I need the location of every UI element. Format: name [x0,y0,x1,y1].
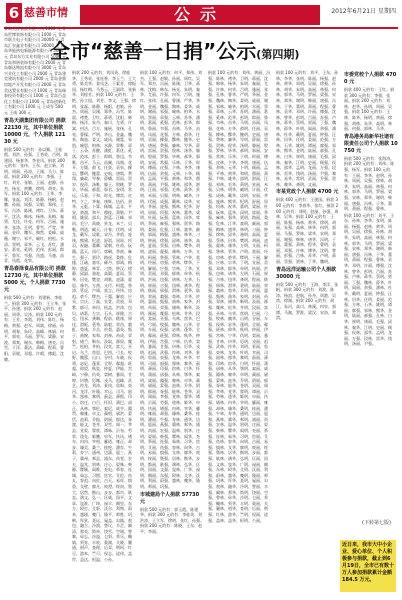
column-5-items-2: 捐款 500 元的有：王海、李洋、张帆。捐款 300 元的有：刘波、陈涛、杨浪、赵航、孙舟、周港、吴湾、徐湖。捐款 200 元的有：胡江、朱河、高川、林溪、何泉、郭潭、马湘、罗淮、梁汉、宋洛、郑渭。 [276,281,339,321]
column-5-heading: 市某党政个人捐款 4700 元 [276,189,339,196]
column-2 [72,70,136,590]
column-3-text: 捐款 100 元的有：何平、郑伟、刘杰、王强、赵敏、孙丽、周红、吴军、郑杰、冯丽、陈刚、卫华、蒋林、沈梅、韩东、杨光、朱明、秦华、尤丽、许强、何军、吕明、施红、张伟、孔丽、曹刚、严华、华明、金丽、魏强、陶林、姜华、戚明、谢丽、邹强、喻林、柏华、水明、窦丽、章强、云林、苏华、潘明、葛丽、奚强、范林、彭华、郎明、鲁丽、韦强、昌林、马华、苗明、凤丽、花强、方林、俞华、任明、袁丽、柳强、酆林、鲍华、史明、唐丽、费强、廉林、岑华、薛明、雷丽、贺强、倪林、汤华、滕明、殷丽、罗强、毕林、郝华、邬明、安丽、常强、乐林、于华、时明、傅丽、皮强、卞林、齐华、康明、伍丽、余强、元林、卜华、顾明、孟丽、平强、黄林、和华、穆明、萧丽、尹强、姚林、邵华、湛明、汪丽、祁强、毛林、禹华、狄明、米丽、贝强、明林、臧华、计明、伏丽、成强、戴林、谈华、宋明、茅丽、庞强、熊林、纪华、舒明、屈丽、项强、祝林、董华、梁明、杜丽、阮强、蓝林、闵华、席明、季丽、麻强、强林、贾华、路明、娄丽、危强、江林、童华、颜明、郭丽、梅强、盛林、林华、刁明、钟丽、徐强、邱林、骆华、高明、夏丽、蔡强、田林、樊华、胡明、凌丽、霍强、虞林、万华、支明、柯丽、昝强、管林、卢华、莫明、经丽、房强、裘林、缪华、干明、解丽、应强、宗林、丁华、宣明、贲丽、邓强、郁林、单华、杭明、洪丽、包强、诸林、左华、石明、崔丽、吉强、钮林、龚华、程明、嵇丽、邢强、滑林、裴华、陆明、荣丽、翁强、荀林、羊华、於明、惠丽、甄强、曲林、家华、封明、芮丽、羿强、储林、靳华、汲明、邴丽、糜强、松林、井华、段明、富丽、巫强、乌林、焦华、巴明、弓丽、牧强、隗林、山华、谷明、车丽、侯强、宓林、蓬华、全明、郗丽、班强、仰林、秋华、仲明、伊丽、宫强、宁林、仇华、栾明、暴丽、甘强、钭林、厉华、戎明、祖丽、武强、符林、刘华、景明、詹丽、束强、龙林、叶华、幸明、司丽、韶强、郜林、黎华、蓟明、薄丽、印强、宿林、白华、怀明、蒲丽、邰强、从林、鄂华、索明、咸丽、籍强、赖林、卓华、蔺明、屠丽、蒙强、池林、乔华、阴明、郁丽、胥强、能林、苍华、双明、闻丽、莘强、党林、翟华、谭明、贡丽、劳强、逄林、姬华、申明、扶丽、堵强、冉林、宰华、郦明、雍丽、却强、璩林、桑华、桂明、濮丽、牛强、寿林、通华、边明、扈丽、燕强、冀林、郏华、浦明、尚丽、农强、温林、别华、庄明、晏丽、柴强、瞿林、阎华、充明、慕丽、连强、茹林、习华、宦明、艾丽、鱼强、容林、向华、古明、易丽、慎强、戈林、廖华、庾明、终丽、暨强、居林、衡华、步明、都丽、耿强、满林、弘华、匡明、国丽、文强、寇林、广华、禄明、阙丽、东强、殴林、殳华、沃明、利丽、蔚强、越林、夔华、隆明、师丽、巩强。 [140,70,203,489]
column-4 [208,70,272,590]
header-band [80,5,320,25]
column-1-heading: 青岛天湖集团有限公司 捐款 22130 元，其中单位捐款 10000 元，个人捐款 12130 元 [4,117,66,145]
column-5-text: 捐款 100 元的有：刘平、王东、孙林、李华、张明、陈丽、杨强、赵林、黄华、周明、吴丽、徐强、孙林、胡华、朱明、高丽、林强、何林、郭华、马明、罗丽、梁强、宋林、郑华、谢明、韩丽、唐强、冯林、于华、董明、萧丽、程强、曹林、袁华、邓明、许丽、傅强、沈林、曾华、彭明、吕丽、苏强、卢林、蒋华、蔡明、贾丽、丁强、魏林、薛华、叶明、阎丽、余强、潘林、杜华、戴明、夏丽、钟强、汪林、田华、任明、姜丽、范强、方林、石华、姚明、谭丽、廖强、邹林、熊华、金明、陆丽、郝强、孔林、白华、崔明、康丽、毛强、邱林、秦华、江明、史丽、顾强、侯林、邵华、孟明、龙丽、万强、段林、雷华、钱明、汤丽、尹强、黎林、易华、常明、武丽、乔强、贺林、赖华、龚明、文丽。 [276,70,339,187]
summary-note-box: 近日来，我市大中小企业、爱心单位、个人积极参与捐款，截止到6月19日，全市已有数十万人参加捐款累计金额 184.5 万元。 [340,540,396,592]
headline-title: 全市“慈善一日捐”公示 [50,39,257,63]
column-6-items: 捐款 400 元的有：王红。捐款 300 元的有：李强、张丽。捐款 200 元的有：刘林、赵华、孙明、周丽、吴强。捐款 100 元的有：王林、陈华、杨明、黄丽、徐强、胡林、朱华、高明、林丽、何强、郭林、马华。 [344,87,395,132]
section-name: 慈善市情 [24,6,68,19]
column-3-heading: 市城建局个人捐款 57730 元 [140,491,200,505]
header-band-title: 公示 [173,5,226,24]
headline-subtitle: (第四期) [256,48,300,61]
column-2-text: 捐款 200 元的有：刘凤英、徐桂华、王秀英、张连香、李玉兰、王大勇、陈美华、姜凤芝、于素芳、徐振国、杨红梅、马秀云、王淑珍、张新华、刘桂芳。捐款 100 元的有：王艳、孙立国、刘芳、李文、王强、徐明、张磊、陈静、杨阳、赵敏、孙杰、周丽、吴刚、郑华、冯雪、陈晨、褚楚、卫红、蒋勇、沈阳、韩梅、杨洋、朱丹、秦川、尤勇、许嵩、何洁、吕方、施展、张扬、孔亮、曹操、严明、华山、金鑫、魏来、陶喆、姜文、戚风、谢霆、邹凯、喻恩、柏林、水源、窦唯、章子、云朵、苏醒、潘虹、葛优、奚落、范冰、彭于、郎朗、鲁迅、韦唯、昌平、马云、苗圃、凤凰、花开、方圆、俞飞、任贤、袁泉、柳岩、酆明、鲍蕾、史航、唐嫣、费翔、廉政、岑参、薛蟠、雷雨、贺岁、倪萍、汤唯、滕王、殷桃、罗京、毕福、郝蕾、邬君、安琪、常远、乐嘉、于和、时光、傅雷、皮特、卞之、齐秦、康辉、伍佰、余华、元彪、卜算、顾城、孟非、平安、黄渤、和平、穆桂、萧敬、尹相、姚晨、邵兵、湛蓝、汪峰、祁同、毛宁、禹晓、狄龙、米兰、贝勒、明道、臧天、计春、伏明、成龙、戴军、谈歌、宋丹、茅盾、庞统、熊黛、纪凌、舒淇、屈原、项羽、祝融、董卿、梁朝、杜甫、阮籍、蓝天、闵行、席琳、季羡、麻生、强子、贾玲、路遥、娄烨、危楼、江疏、童年、颜丹、郭靖、梅婷、盛夏、林青、刁蛮、钟汉、徐静、邱淑、骆驼、高圆、夏雨、蔡琴、田亮、樊登、胡歌、凌潇、霍思、虞书、万茜、支付、柯震、昝涛、管虎、卢靖、莫言、经纬、房祖、裘千、缪杰、干露、解放、应采、宗庆、丁磊、宣萱、贲放、邓紫、郁可、单田、杭盖、洪涛、包贝、诸葛、左宗、石头、崔健、吉克、钮承、龚琳、程前、嵇康、邢佳、滑板、裴秀、陆毅、荣昌、翁虹、荀彧、羊羔、於梨、惠英、甄子、曲婉、家和、封神、芮成、羿射、储兰、靳东、汲取、邴原、糜竺、松柏、井柏、段奕、富大、巫启、乌兰、焦恩、巴图、弓长、牧野、隗嚣、山口、谷村、车晓、侯勇、宓妃、蓬莱、全智、郗超、班超、仰望、秋瓷、仲夏、伊能、宫崎、宁静、仇英、栾树、暴雨、甘婷、钭塘、厉娜、戎马、祖峰、武艺、符龙、刘涛、景岗、詹姆、束河、龙洋、叶璇、幸运、司马、韶华、郜林、黎明、蓟县、薄熙、印小、宿迁、白百、怀旧、蒲巴、邰正、从林、鄂伦、索尼、咸亨、籍贯、赖雅、卓文、蔺相、屠洪、蒙恬、池莉、乔振、阴丽、郁达、胥渡、能文、苍井、双雪、闻一、莘县、党爱、翟欣、谭咏、贡布、劳荣、逄先、姬鹏、申军、扶风、堵车、冉冉、宰相、郦道、雍正、却步、璩美、桑兰、桂纶、濮存、牛莉、寿宁、通州、边潇、扈三、燕子、冀州、郏县、浦东、尚雯、农夫、温兆、别林、庄心、晏殊、柴静、瞿颖、阎维、充电、慕容、连城、茹志、习惯、宦官、艾伦、鱼丸、容祖、向佐、古天、易烊、慎重、戈壁、廖凡、庾澄、终南、暨大、居然、衡山、步步、都市、耿直、满文、弘一、匡威、国平、文章、寇准、广坤、禄丰、阙里、东方、殴打、殳斨、沃尔、利物、蔚来、越剧、夔门、隆平、师胜、巩俐、厍狄、聂远、晁盖、勾践、敖包、融合、冷漠、訾议、辛芷、阚清、那英、简单、饶雪、空调、曾黎、毋忘、沙溢、乜斜、养乐、鞠婧、须弥、丰收、巢湖、关晓、蒯通、相声、查理、后羿、荆轲、红豆、游本、竺可、权志、逯伟、盖世、益达、桓温、公孙。 [72,70,136,562]
column-3 [140,70,204,590]
column-4-text: 捐款 100 元的有：刘伟、黄丽、冯强、陈林、褚华、卫明、蒋丽、沈强、韩林、杨华、朱明、秦丽、尤强、许林、何华、吕明、施丽、张强、孔林、曹华、严明、华丽、金强、魏林、陶华、姜明、戚丽、谢强、邹林、喻华、柏明、水丽、窦强、章林、云华、苏明、潘丽、葛强、奚林、范华、彭明、郎丽、鲁强、韦林、昌华、马明、苗丽、凤强、花林、方华、俞明、任丽、袁强、柳林、酆华、鲍明、史丽、唐强、费林、廉华、岑明、薛丽、雷强、贺林、倪华、汤明、滕丽、殷强、罗林、毕华、郝明、邬丽、安强、常林、乐华、于明、时丽、傅强、皮林、卞华、齐明、康丽、伍强、余林、元华、卜明、顾丽、孟强、平林、黄华、和明、穆丽、萧强、尹林、姚华、邵明、湛丽、汪强、祁林、毛华、禹明、狄丽、米强、贝林、明华、臧明、计丽、伏强、成林、戴华、谈明、宋丽、茅强、庞林、熊华、纪明、舒丽、屈强、项林、祝华、董明、梁丽、杜强、阮林、蓝华、闵明、席丽、季强、麻林、强华、贾明、路丽、娄强、危林、江华、童明、颜丽、郭强、梅林、盛华、林明、刁丽、钟强、徐林、邱华、骆明、高丽、夏强、蔡林、田华、樊明、胡丽、凌强、霍林、虞华、万明、支丽、柯强、昝林、管华、卢明、莫丽、经强、房林、裘华、缪明、干丽、解强、应林、宗华、丁明、宣丽、贲强、邓林、郁华、单明、杭丽、洪强、包林、诸华、左明、石丽、崔强、吉林、钮华、龚明、程丽、嵇强、邢林、滑华、裴明、陆丽、荣强、翁林、荀华、羊明、於丽、惠强、甄林、曲华、家明、封丽、芮强、羿林、储华、靳明、汲丽、邴强、糜林、松华、井明、段丽、富强、巫林、乌华、焦明、巴丽、弓强、牧林、隗华、山明、谷丽、车强、侯林、宓华、蓬明、全丽、郗强、班林、仰华、秋明、仲丽、伊强、宫林、宁华、仇明、栾丽、暴强、甘林、钭华、厉明、戎丽、祖强、武林、符华、刘明、景丽、詹强、束林、龙华、叶明、幸丽、司强、韶林、郜华、黎明、蓟丽、薄强、印林、宿华、白明、怀丽、蒲强、邰林、从华、鄂明、索丽、咸强、籍林、赖华、卓明、蔺丽、屠强、蒙林、池华、乔明、阴丽、郁强、胥林、能华、苍明、双丽、闻强、莘林、党华、翟明、谭丽、贡强、劳林、逄华、姬明、申丽、扶强、堵林、冉华、宰明、郦丽、雍强、却林、璩华、桑明、桂丽、濮强、牛林、寿华、通明、边丽、扈强、燕林、冀华、郏明、浦丽、尚强、农林、温华、别明、庄丽、晏强、柴林、瞿华、阎明、充丽、慕强、连林、茹华、习明、宦丽、艾强、鱼林、容华、向明、古丽、易强、慎林、戈华、廖明、庾丽、终强、暨林、居华、衡明、步丽、都强、耿林、满华、弘明、匡丽、国强、文林、寇华、广明、禄丽、阙强、东林、殴华、殳明、沃丽、利强、蔚林、越华、夔明、隆丽、师强、巩林、厍华、聂明、晁丽、勾强、敖林、融华、冷明、訾丽、辛强、阚林、那华、简明、饶丽、空强、曾林、毋华、沙明、乜丽、养强、鞠林、须华、丰明、巢丽、关强、蒯林、相华、查明、后丽、荆强、红林、游华、竺明、权丽、逯强、盖林、益华、桓明、公丽。 [208,70,271,523]
issue-date: 2012年6月21日 星期四 [331,8,396,15]
column-1-heading-2: 青岛春泽食品有限公司 捐款 12730 元，其中单位捐款 5000 元，个人捐款 7730 元 [4,265,66,293]
column-1-items: 捐款 500 元的有：孙以顺、王桂霞、刘洪、孙强、王秀英、吕明、陈建国、杨春华、李金凤。捐款 300 元的有：张伟、王东、赵立新、刘明、周丽、孙涛、王刚、马力、陈晨。捐款 200 元的有：李强、王红、刘芳、张敏、王丽、赵静、孙杰、杨光、黄鹏、徐明、胡亮、朱军。捐款 100 元的有：王华、李娜、张磊、刘洋、陈静、杨帆、赵鹏、孙丽、周强、吴敏、郑伟、王军、冯涛、陈刚、褚红、卫东、蒋平、沈洁、韩冰、杨林、朱梅、秦勇、尤佳、许亮、何军、吕丽、施华、张涛、孔明、曹雪、严宽、华丽、金玲、魏军、陶然、姜峰、戚薇、谢宁、邹平、喻红、柏松、水清、窦明、章华、云飞、苏红、潘安、葛亮、奚明、范伟、彭丽、郎平、鲁军、韦强、昌盛、马骏、苗青、凤霞、花荣。 [4,146,68,264]
column-5-items: 捐款 400 元的有：王建国。捐款 300 元的有：李春华、张红。捐款 200 元的有：刘明、赵丽、孙强、周林、吴华。捐款 100 元的有：王丽、陈强、杨林、黄华、徐明、胡丽、朱强、高林、林华、何明、郭丽、马强、罗林、梁华、宋明、郑丽、谢强、韩林、唐华、冯明、于丽、董强、萧林、程华、曹明、袁丽、邓强、许林、傅华、沈明、曾丽、彭强、吕林、苏华、卢明、蒋丽、蔡强、贾林、丁华、魏明。 [276,197,339,264]
column-6-items-2: 捐款 500 元的有：张海涛。捐款 200 元的有：刘伟、陈强、杨军。捐款 100 元的有：王丽、李华、赵明、孙林、周丽、吴强、徐林、胡华、朱明、高丽、林强、何林、郭华、马明、罗丽、梁强、宋林、郑华、谢明、韩丽、唐强、冯林、于华、董明、萧丽、程强、曹林。 [344,155,395,212]
column-1 [4,26,68,594]
headline [50,38,402,68]
column-5-heading-2: 青岛远洋运输公司个人捐款 30000 元 [276,266,337,280]
page-number: 6 [6,3,22,23]
continued-note: (下转第七版) [362,520,391,526]
column-6 [344,70,398,590]
column-1-items-2: 捐款 500 元的有：刘建新、李桂兰。捐款 300 元的有：王立华、张平、孙建。捐款 200 元的有：赵丽、周勇、吴涛。捐款 100 元的有：王芳、李霞、刘伟、陈红、杨梅、黄强、赵军、周斌、徐丽、孙明、胡春、朱玲、高峰、林娟、何平、郭亮、马丽、罗军、梁静、宋波、郑爽、谢东、韩梅、唐亮、冯雪、于洋、董洁、萧峰、程莉、曹阳、袁媛、邓超、许晴、傅彪、沈腾。 [4,294,67,362]
column-1-text: 青岛天洋食品有限公司 1000 元 青岛世博装饰有限公司 1000 元 青岛市联合电子有限公司 30000 元 青岛汇泉鑫业有限公司 30000 元 青岛华能热电新能源有限公司 5000 元 青岛东方实业有限公司 5000 元 青岛和谐装饰有限公司 2000 元 青岛顺达物流有限公司 3000 元 青岛兴业化工有限公司 2000 元 青岛建美建筑有限公司 2000 元 青岛金鼎房地产开发有限公司 2000 元 青岛美达置业有限公司 1000 元 青岛瑞泰投资有限公司 1000 元 青岛百益化工有限公司 1000 元 青岛创新化工有限公司 1000 元 王成军 500 元 王威 300 元 [4,26,66,115]
column-6-text: 捐款 100 元的有：刘平、王东、孙林、李华、张明、陈丽、杨强、赵林、黄华、周明、吴丽、徐强、孙林、胡华、朱明、高丽、林强、何林、郭华、马明、罗丽、梁强、宋林、郑华、谢明、韩丽、唐强、冯林、于华、董明、萧丽、程强、曹林、袁华、邓明、许丽、傅强、沈林、曾华、彭明、吕丽、苏强、卢林、蒋华、蔡明、贾丽、丁强、魏林、薛华、叶明、阎丽、余强、潘林、杜华、戴明、夏丽、钟强、汪林、田华、任明、姜丽、范强、方林、石华、姚明、谭丽、廖强、邹林、熊华、金明、陆丽、郝强、孔林、白华、崔明、康丽、毛强、邱林、秦华、江明、史丽、顾强、侯林、邵华、孟明、龙丽、万强、段林、雷华、钱明、汤丽、尹强。 [344,212,395,347]
column-5 [276,70,340,590]
column-6-heading: 市委党校个人捐款 4700 元 [344,72,397,85]
column-6-heading-2: 青岛港务局新华社诸有限责任公司个人捐款 10750 元 [344,133,398,154]
column-3-items: 捐款 500 元的有：郭玉霞、陈建华。捐款 300 元的有：李桂英、刘洪涛、王立军、徐明、张红、孙强。捐款 200 元的有：陈晓、王东、赵平、李丽。 [140,506,204,534]
